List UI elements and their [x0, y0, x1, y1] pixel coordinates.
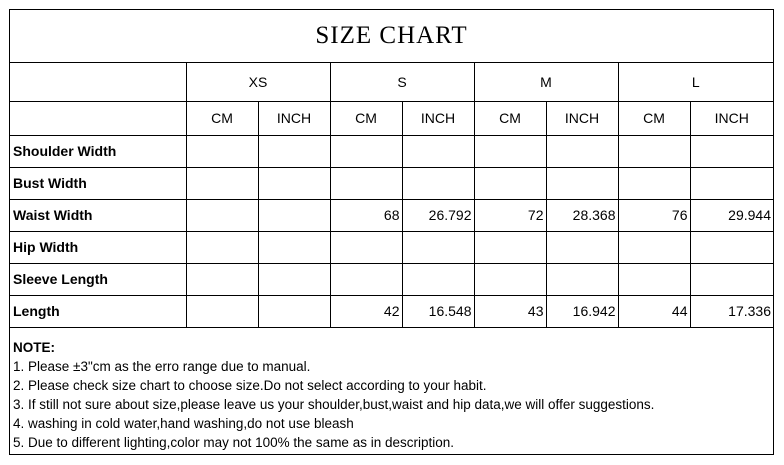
value-cell [690, 135, 773, 167]
value-cell [474, 263, 546, 295]
row-label-waist-width: Waist Width [10, 199, 186, 231]
value-cell [258, 231, 330, 263]
value-cell [258, 167, 330, 199]
unit-header-cm: CM [186, 101, 258, 135]
note-line: 1. Please ±3"cm as the erro range due to manual. [13, 359, 311, 374]
value-cell [474, 231, 546, 263]
value-cell: 28.368 [546, 199, 618, 231]
corner-cell [10, 101, 186, 135]
size-header-m: M [474, 63, 618, 101]
size-header-xs: XS [186, 63, 330, 101]
notes-section [10, 332, 773, 452]
table-row [10, 199, 773, 231]
size-header-l: L [618, 63, 773, 101]
value-cell [186, 199, 258, 231]
value-cell [690, 263, 773, 295]
value-cell [618, 167, 690, 199]
value-cell [474, 135, 546, 167]
value-cell: 68 [330, 199, 402, 231]
note-line: 3. If still not sure about size,please leave us your shoulder,bust,waist and hip data,we will offer suggestions. [13, 397, 655, 412]
value-cell [186, 295, 258, 327]
row-label-hip-width: Hip Width [10, 231, 186, 263]
value-cell [546, 263, 618, 295]
value-cell [618, 263, 690, 295]
unit-header-cm: CM [330, 101, 402, 135]
value-cell [546, 167, 618, 199]
table-row [10, 263, 773, 295]
value-cell [330, 135, 402, 167]
value-cell [330, 263, 402, 295]
note-line: 5. Due to different lighting,color may not 100% the same as in description. [13, 435, 454, 450]
size-header-row [10, 63, 773, 101]
value-cell: 72 [474, 199, 546, 231]
table-row [10, 135, 773, 167]
table-row [10, 295, 773, 327]
value-cell [186, 263, 258, 295]
title-row [10, 10, 773, 63]
size-table [10, 63, 773, 328]
value-cell [258, 263, 330, 295]
size-header-s: S [330, 63, 474, 101]
value-cell [330, 231, 402, 263]
value-cell [402, 231, 474, 263]
value-cell [618, 231, 690, 263]
size-chart-sheet [9, 9, 774, 455]
value-cell [690, 167, 773, 199]
notes-heading: NOTE: [13, 340, 55, 355]
value-cell [402, 263, 474, 295]
value-cell [258, 199, 330, 231]
unit-header-inch: INCH [402, 101, 474, 135]
value-cell: 17.336 [690, 295, 773, 327]
value-cell: 76 [618, 199, 690, 231]
unit-header-inch: INCH [258, 101, 330, 135]
row-label-shoulder-width: Shoulder Width [10, 135, 186, 167]
value-cell: 16.548 [402, 295, 474, 327]
value-cell [330, 167, 402, 199]
row-label-length: Length [10, 295, 186, 327]
value-cell [186, 231, 258, 263]
value-cell [546, 231, 618, 263]
value-cell [474, 167, 546, 199]
unit-header-inch: INCH [690, 101, 773, 135]
chart-title: SIZE CHART [315, 22, 468, 49]
value-cell: 26.792 [402, 199, 474, 231]
row-label-bust-width: Bust Width [10, 167, 186, 199]
value-cell [618, 135, 690, 167]
value-cell: 43 [474, 295, 546, 327]
value-cell: 16.942 [546, 295, 618, 327]
corner-cell [10, 63, 186, 101]
value-cell [402, 135, 474, 167]
unit-header-cm: CM [474, 101, 546, 135]
note-line: 2. Please check size chart to choose size.Do not select according to your habit. [13, 378, 487, 393]
value-cell [258, 295, 330, 327]
value-cell: 29.944 [690, 199, 773, 231]
row-label-sleeve-length: Sleeve Length [10, 263, 186, 295]
table-row [10, 167, 773, 199]
unit-header-inch: INCH [546, 101, 618, 135]
value-cell: 44 [618, 295, 690, 327]
value-cell [258, 135, 330, 167]
value-cell [186, 167, 258, 199]
value-cell [186, 135, 258, 167]
unit-header-cm: CM [618, 101, 690, 135]
note-line: 4. washing in cold water,hand washing,do not use bleash [13, 416, 354, 431]
value-cell: 42 [330, 295, 402, 327]
table-row [10, 231, 773, 263]
value-cell [402, 167, 474, 199]
value-cell [546, 135, 618, 167]
unit-header-row [10, 101, 773, 135]
value-cell [690, 231, 773, 263]
